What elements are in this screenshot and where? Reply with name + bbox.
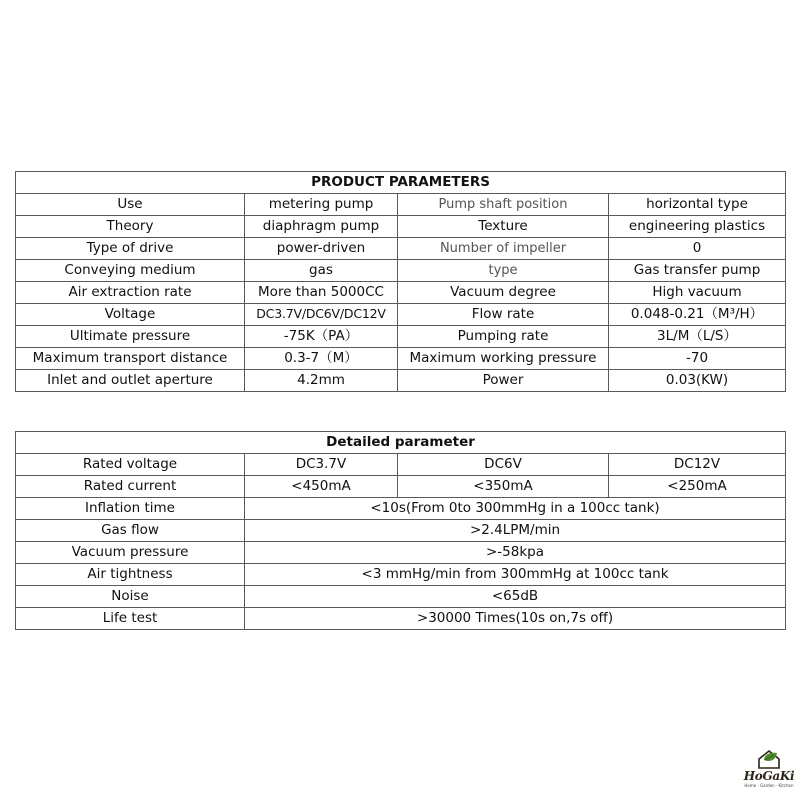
param-label: type (398, 260, 609, 282)
param-value: 4.2mm (245, 370, 398, 392)
brand-name: HoGaKi (743, 769, 795, 783)
table-row (16, 260, 786, 282)
param-value: DC3.7V (245, 454, 398, 476)
table-row (16, 238, 786, 260)
param-value: -70 (609, 348, 786, 370)
param-value: More than 5000CC (245, 282, 398, 304)
param-label: Pumping rate (398, 326, 609, 348)
param-value: -75K（PA） (245, 326, 398, 348)
param-label: Type of drive (16, 238, 245, 260)
table-row (16, 542, 786, 564)
param-value: >-58kpa (245, 542, 786, 564)
param-label: Theory (16, 216, 245, 238)
param-label: Pump shaft position (398, 194, 609, 216)
param-value: power-driven (245, 238, 398, 260)
param-value: DC12V (609, 454, 786, 476)
param-label: Ultimate pressure (16, 326, 245, 348)
param-label: Number of impeller (398, 238, 609, 260)
param-label: Conveying medium (16, 260, 245, 282)
param-value: <450mA (245, 476, 398, 498)
table-row (16, 586, 786, 608)
table-row (16, 498, 786, 520)
param-value: 3L/M（L/S） (609, 326, 786, 348)
param-label: Voltage (16, 304, 245, 326)
param-value: High vacuum (609, 282, 786, 304)
param-value: DC3.7V/DC6V/DC12V (245, 304, 398, 326)
table-row (16, 564, 786, 586)
table-row (16, 326, 786, 348)
param-value: <65dB (245, 586, 786, 608)
param-value: metering pump (245, 194, 398, 216)
param-label: Air tightness (16, 564, 245, 586)
param-label: Texture (398, 216, 609, 238)
leaf-house-icon (755, 748, 783, 770)
param-label: Use (16, 194, 245, 216)
table-row (16, 476, 786, 498)
table-row (16, 454, 786, 476)
param-label: Rated voltage (16, 454, 245, 476)
param-value: <250mA (609, 476, 786, 498)
detailed-parameter-title: Detailed parameter (16, 432, 786, 454)
table-row (16, 348, 786, 370)
table-row (16, 282, 786, 304)
table-row (16, 304, 786, 326)
param-value: horizontal type (609, 194, 786, 216)
product-parameters-title: PRODUCT PARAMETERS (16, 172, 786, 194)
param-value: <10s(From 0to 300mmHg in a 100cc tank) (245, 498, 786, 520)
param-value: <3 mmHg/min from 300mmHg at 100cc tank (245, 564, 786, 586)
param-label: Inlet and outlet aperture (16, 370, 245, 392)
detailed-parameter-table (15, 431, 786, 630)
brand-tagline: Home · Garden · Kitchen (744, 783, 794, 788)
param-label: Vacuum pressure (16, 542, 245, 564)
table-row (16, 608, 786, 630)
table-row (16, 370, 786, 392)
param-value: 0.048-0.21（M³/H） (609, 304, 786, 326)
param-label: Flow rate (398, 304, 609, 326)
param-value: 0.3-7（M） (245, 348, 398, 370)
param-value: >2.4LPM/min (245, 520, 786, 542)
param-value: 0 (609, 238, 786, 260)
table-title-row (16, 432, 786, 454)
param-label: Inflation time (16, 498, 245, 520)
param-value: DC6V (398, 454, 609, 476)
param-label: Vacuum degree (398, 282, 609, 304)
table-row (16, 194, 786, 216)
brand-logo (741, 748, 797, 794)
param-label: Rated current (16, 476, 245, 498)
param-label: Air extraction rate (16, 282, 245, 304)
table-row (16, 216, 786, 238)
param-label: Maximum transport distance (16, 348, 245, 370)
param-label: Power (398, 370, 609, 392)
param-label: Noise (16, 586, 245, 608)
param-value: 0.03(KW) (609, 370, 786, 392)
param-value: >30000 Times(10s on,7s off) (245, 608, 786, 630)
param-value: <350mA (398, 476, 609, 498)
param-value: diaphragm pump (245, 216, 398, 238)
param-label: Gas flow (16, 520, 245, 542)
product-parameters-table (15, 171, 786, 392)
table-title-row (16, 172, 786, 194)
param-label: Life test (16, 608, 245, 630)
param-value: gas (245, 260, 398, 282)
param-value: engineering plastics (609, 216, 786, 238)
param-label: Maximum working pressure (398, 348, 609, 370)
table-row (16, 520, 786, 542)
param-value: Gas transfer pump (609, 260, 786, 282)
